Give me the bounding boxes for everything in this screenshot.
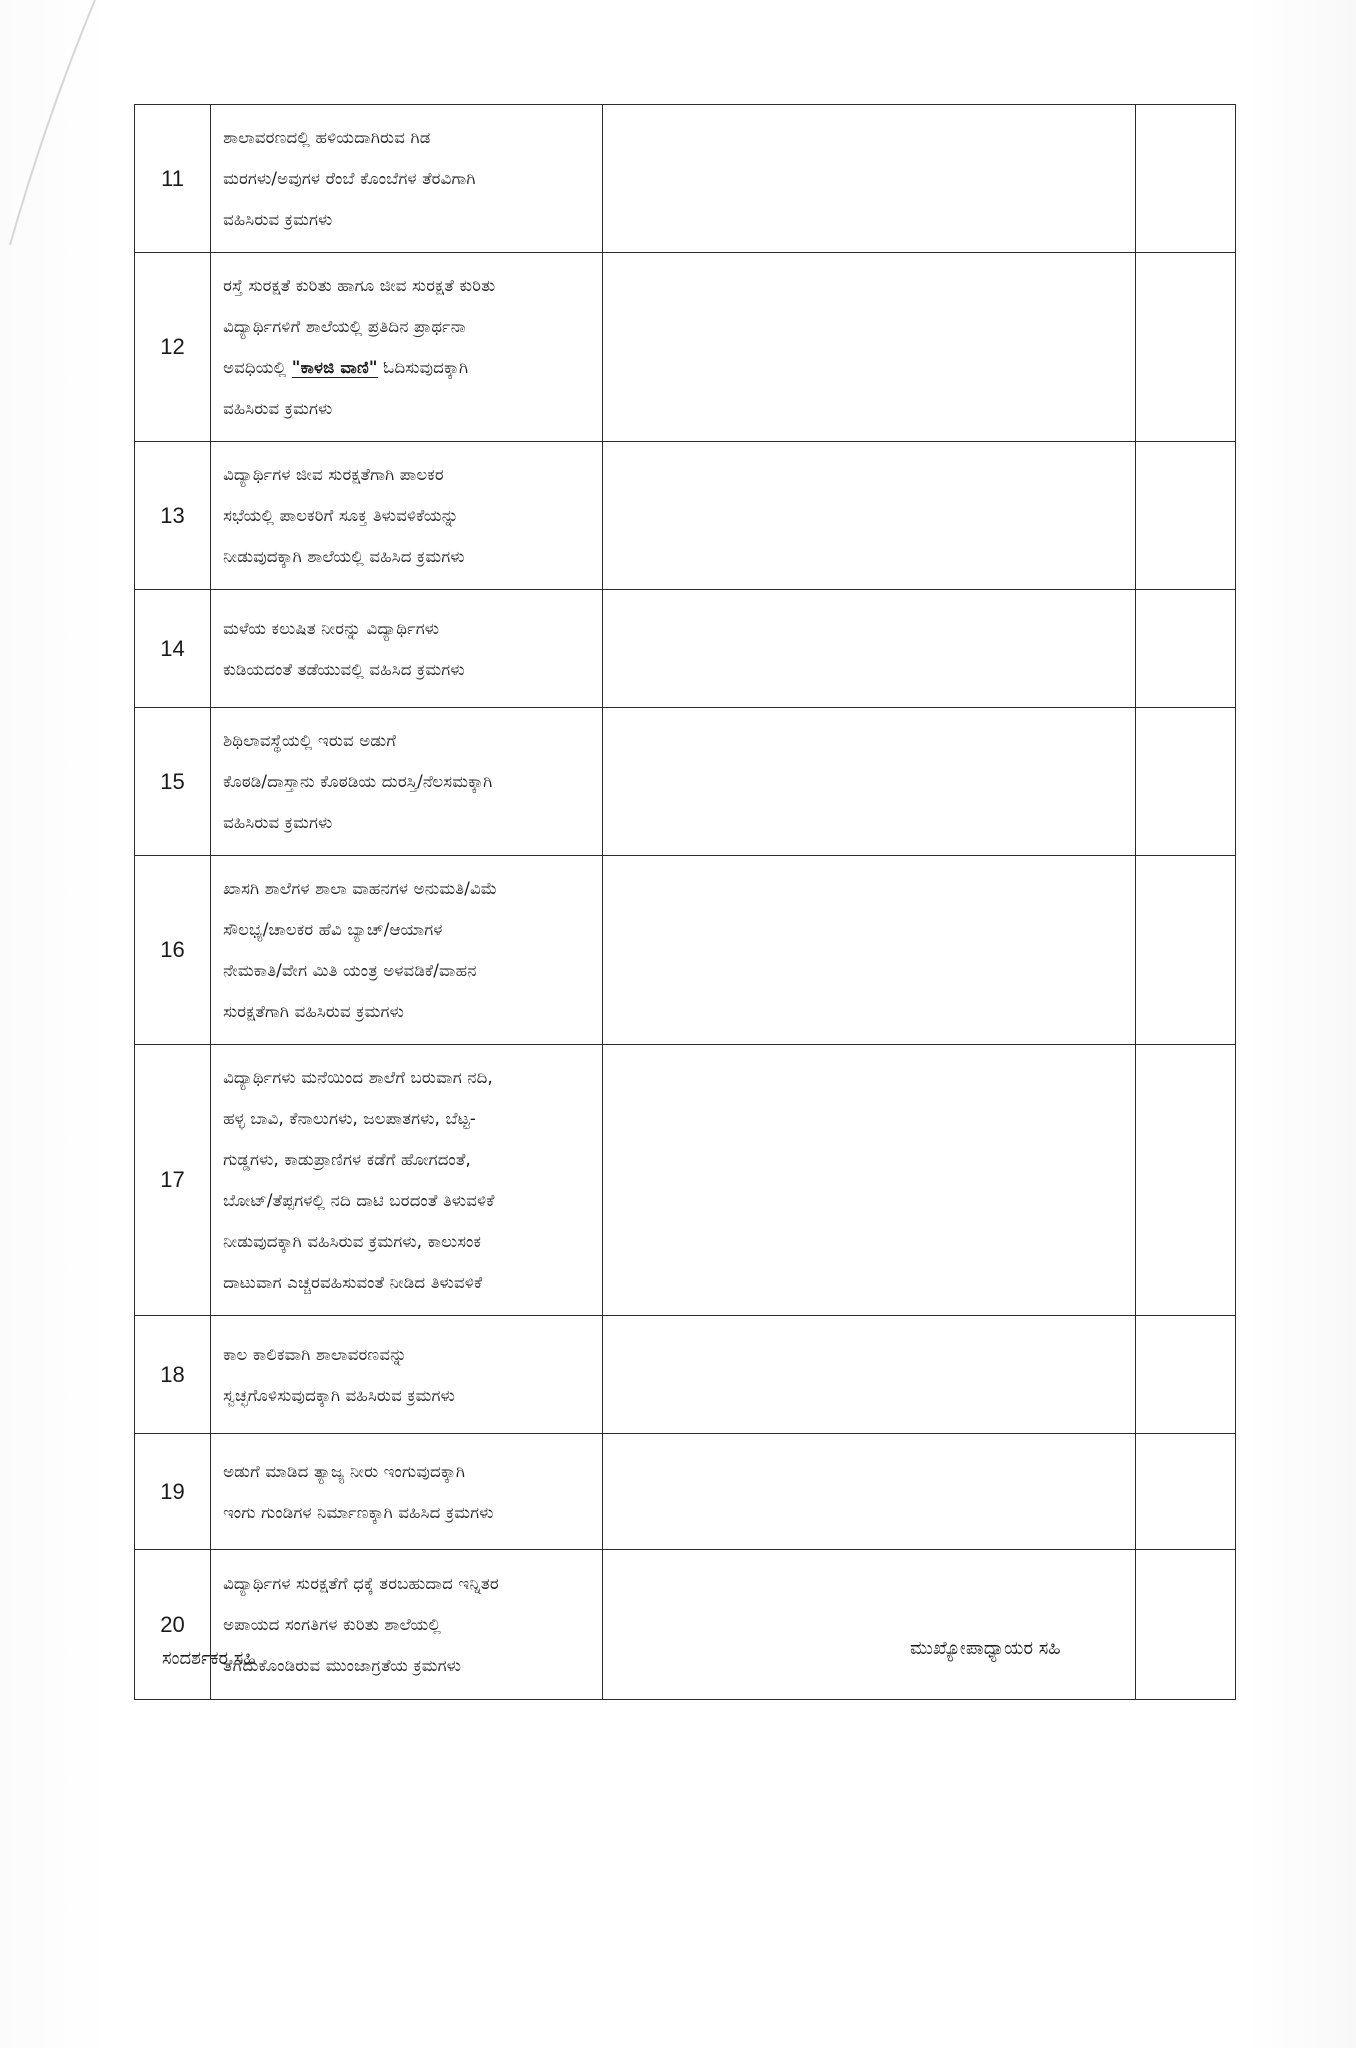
safety-checklist-table	[134, 104, 1236, 1700]
remarks-cell[interactable]	[603, 1316, 1135, 1434]
remarks-cell[interactable]	[603, 442, 1135, 590]
status-cell[interactable]	[1135, 590, 1235, 708]
status-cell[interactable]	[1135, 1045, 1235, 1316]
table-row	[135, 1550, 1236, 1700]
row-number: 14	[135, 590, 211, 708]
row-number: 13	[135, 442, 211, 590]
remarks-cell[interactable]	[603, 856, 1135, 1045]
row-description: ಶಿಥಿಲಾವಸ್ಥೆಯಲ್ಲಿ ಇರುವ ಅಡುಗೆ ಕೊಠಡಿ/ದಾಸ್ತಾನು ಕೊಠಡಿಯ ದುರಸ್ತಿ/ನೆಲಸಮಕ್ಕಾಗಿ ವಹಿಸಿರುವ ಕ್ರಮಗಳು	[211, 708, 603, 856]
table-row	[135, 1434, 1236, 1550]
headmaster-signature-label: ಮುಖ್ಯೋಪಾಧ್ಯಾಯರ ಸಹಿ	[910, 1638, 1061, 1659]
row-description: ವಿದ್ಯಾರ್ಥಿಗಳ ಜೀವ ಸುರಕ್ಷತೆಗಾಗಿ ಪಾಲಕರ ಸಭೆಯಲ್ಲಿ ಪಾಲಕರಿಗೆ ಸೂಕ್ತ ತಿಳುವಳಿಕೆಯನ್ನು ನೀಡುವುದಕ್ಕಾಗಿ ಶಾಲೆಯಲ್ಲಿ ವಹಿಸಿದ ಕ್ರಮಗಳು	[211, 442, 603, 590]
status-cell[interactable]	[1135, 1550, 1235, 1700]
table-row	[135, 1316, 1236, 1434]
row-description: ಶಾಲಾವರಣದಲ್ಲಿ ಹಳಿಯದಾಗಿರುವ ಗಿಡ ಮರಗಳು/ಅವುಗಳ ರೆಂಬೆ ಕೊಂಬೆಗಳ ತೆರವಿಗಾಗಿ ವಹಿಸಿರುವ ಕ್ರಮಗಳು	[211, 105, 603, 253]
status-cell[interactable]	[1135, 105, 1235, 253]
row-number: 11	[135, 105, 211, 253]
remarks-cell[interactable]	[603, 708, 1135, 856]
row-number: 12	[135, 253, 211, 442]
kalaji-vani-highlight: "ಕಾಳಜಿ ವಾಣಿ"	[291, 358, 378, 377]
row-number: 18	[135, 1316, 211, 1434]
status-cell[interactable]	[1135, 1316, 1235, 1434]
remarks-cell[interactable]	[603, 105, 1135, 253]
table-row	[135, 253, 1236, 442]
status-cell[interactable]	[1135, 1434, 1235, 1550]
row-description-end: ಓದಿಸುವುದಕ್ಕಾಗಿ ವಹಿಸಿರುವ ಕ್ರಮಗಳು	[223, 358, 469, 418]
table-row	[135, 442, 1236, 590]
table-row	[135, 856, 1236, 1045]
row-number: 15	[135, 708, 211, 856]
remarks-cell[interactable]	[603, 1045, 1135, 1316]
table-row	[135, 590, 1236, 708]
row-description: ಮಳೆಯ ಕಲುಷಿತ ನೀರನ್ನು ವಿದ್ಯಾರ್ಥಿಗಳು ಕುಡಿಯದಂತೆ ತಡೆಯುವಲ್ಲಿ ವಹಿಸಿದ ಕ್ರಮಗಳು	[211, 590, 603, 708]
row-description: ವಿದ್ಯಾರ್ಥಿಗಳ ಸುರಕ್ಷತೆಗೆ ಧಕ್ಕೆ ತರಬಹುದಾದ ಇನ್ನಿತರ ಅಪಾಯದ ಸಂಗತಿಗಳ ಕುರಿತು ಶಾಲೆಯಲ್ಲಿ ತೆಗೆದುಕೊಂಡಿರುವ ಮುಂಜಾಗ್ರತೆಯ ಕ್ರಮಗಳು	[211, 1550, 603, 1700]
table-row	[135, 105, 1236, 253]
row-number: 16	[135, 856, 211, 1045]
table-row	[135, 1045, 1236, 1316]
row-description-start: ರಸ್ತೆ ಸುರಕ್ಷತೆ ಕುರಿತು ಹಾಗೂ ಜೀವ ಸುರಕ್ಷತೆ ಕುರಿತು ವಿದ್ಯಾರ್ಥಿಗಳಿಗೆ ಶಾಲೆಯಲ್ಲಿ ಪ್ರತಿದಿನ ಪ್ರಾರ್ಥನಾ ಅವಧಿಯಲ್ಲಿ	[223, 276, 496, 377]
remarks-cell[interactable]	[603, 1550, 1135, 1700]
status-cell[interactable]	[1135, 442, 1235, 590]
row-number: 17	[135, 1045, 211, 1316]
status-cell[interactable]	[1135, 856, 1235, 1045]
row-description: ಕಾಲ ಕಾಲಿಕವಾಗಿ ಶಾಲಾವರಣವನ್ನು ಸ್ವಚ್ಛಗೊಳಿಸುವುದಕ್ಕಾಗಿ ವಹಿಸಿರುವ ಕ್ರಮಗಳು	[211, 1316, 603, 1434]
row-number: 19	[135, 1434, 211, 1550]
remarks-cell[interactable]	[603, 253, 1135, 442]
row-description	[211, 253, 603, 442]
remarks-cell[interactable]	[603, 1434, 1135, 1550]
remarks-cell[interactable]	[603, 590, 1135, 708]
scan-edge-mark	[0, 0, 120, 260]
inspector-signature-label: ಸಂದರ್ಶಕರ ಸಹಿ	[162, 1648, 256, 1669]
row-description: ಅಡುಗೆ ಮಾಡಿದ ತ್ಯಾಜ್ಯ ನೀರು ಇಂಗುವುದಕ್ಕಾಗಿ ಇಂಗು ಗುಂಡಿಗಳ ನಿರ್ಮಾಣಕ್ಕಾಗಿ ವಹಿಸಿದ ಕ್ರಮಗಳು	[211, 1434, 603, 1550]
status-cell[interactable]	[1135, 253, 1235, 442]
row-number: 20	[135, 1550, 211, 1700]
status-cell[interactable]	[1135, 708, 1235, 856]
row-description: ಖಾಸಗಿ ಶಾಲೆಗಳ ಶಾಲಾ ವಾಹನಗಳ ಅನುಮತಿ/ವಿಮೆ ಸೌಲಭ್ಯ/ಚಾಲಕರ ಹೆವಿ ಬ್ಯಾಚ್/ಆಯಾಗಳ ನೇಮಕಾತಿ/ವೇಗ ಮಿತಿ ಯಂತ್ರ ಅಳವಡಿಕೆ/ವಾಹನ ಸುರಕ್ಷತೆಗಾಗಿ ವಹಿಸಿರುವ ಕ್ರಮಗಳು	[211, 856, 603, 1045]
table-row	[135, 708, 1236, 856]
row-description: ವಿದ್ಯಾರ್ಥಿಗಳು ಮನೆಯಿಂದ ಶಾಲೆಗೆ ಬರುವಾಗ ನದಿ, ಹಳ್ಳ ಬಾವಿ, ಕೆನಾಲುಗಳು, ಜಲಪಾತಗಳು, ಬೆಟ್ಟ- ಗುಡ್ಡಗಳು, ಕಾಡುಪ್ರಾಣಿಗಳ ಕಡೆಗೆ ಹೋಗದಂತೆ, ಬೋಟ್/ತೆಪ್ಪಗಳಲ್ಲಿ ನದಿ ದಾಟಿ ಬರದಂತೆ ತಿಳುವಳಿಕೆ ನೀಡುವುದಕ್ಕಾಗಿ ವಹಿಸಿರುವ ಕ್ರಮಗಳು, ಕಾಲುಸಂಕ ದಾಟುವಾಗ ಎಚ್ಚರವಹಿಸುವಂತೆ ನೀಡಿದ ತಿಳುವಳಿಕೆ	[211, 1045, 603, 1316]
